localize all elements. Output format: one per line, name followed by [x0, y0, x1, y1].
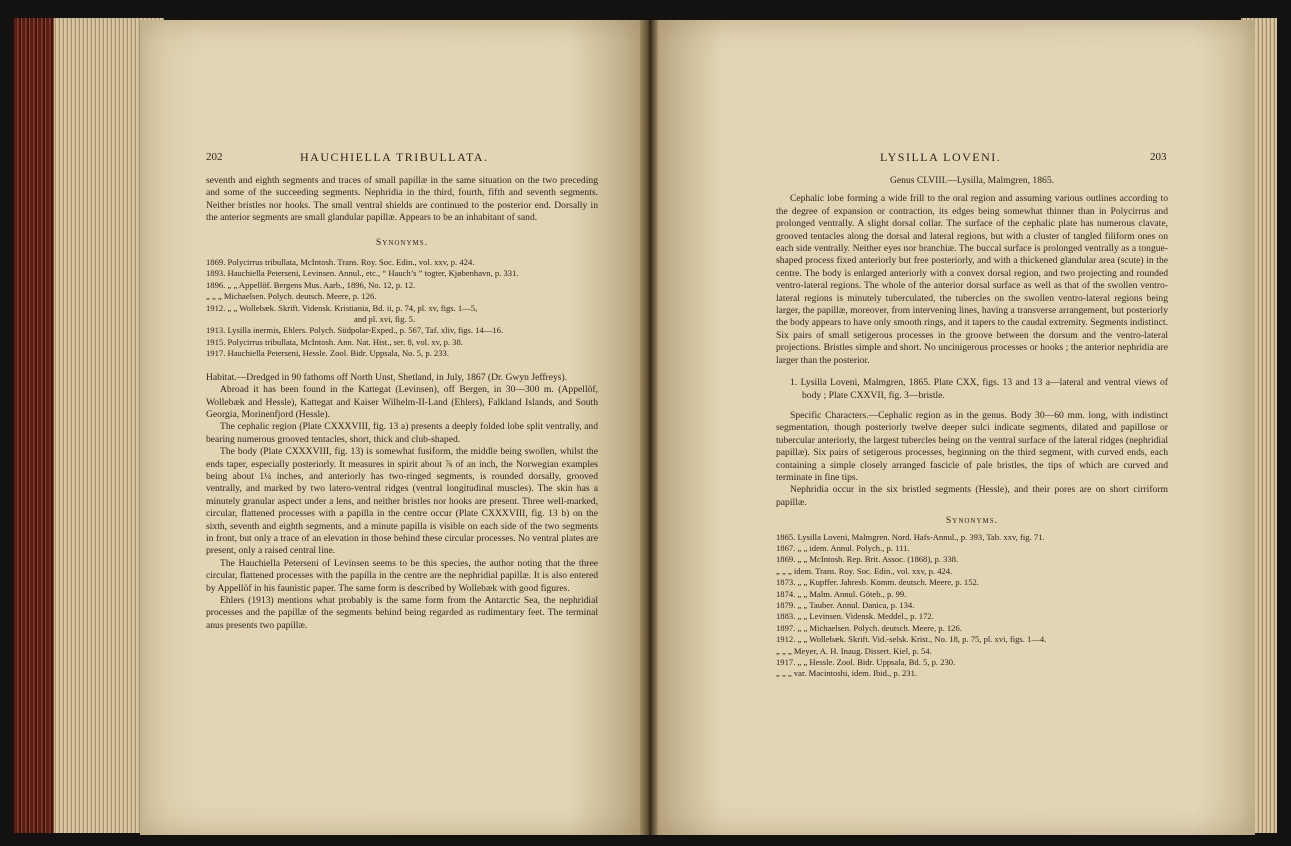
synonym-entry: 1879. „ „ Tauber. Annul. Danica, p. 134.: [776, 600, 915, 610]
body-paragraph: The body (Plate CXXXVIII, fig. 13) is somewhat fusiform, the middle being swollen, whilst the ends taper, especially posteriorly. It measures in spirit about ⅞ of an inch, the Norwegian examples being about 1¼ inches, and anteriorly has two-ringed segments, is rounded dorsally, grooved ventrally, and marked by two latero-ventral ridges (ventral longitudinal muscles). The skin has a minutely granular aspect under a lens, and neither bristles nor hooks are present. Three well-marked, circular, flattened processes with a papilla in the centre occur (Plate CXXXVIII, fig. 13 b) on the sixth, seventh and eighth segments, and a minute papilla is visible on each side of the two segments in front, but only a trace of an elevation in those behind these circular processes. No ventral plates are present, only a raised central line.: [206, 446, 598, 557]
synonym-entry: 1869. Polycirrus tribullata, McIntosh. Trans. Roy. Soc. Edin., vol. xxv, p. 424.: [206, 257, 475, 268]
left-synonyms-heading: Synonyms.: [375, 236, 429, 248]
specific-characters: Specific Characters.—Cephalic region as in the genus. Body 30—60 mm. long, with indistinct segmentation, though posteriorly twelve deeper sulci indicate segments, dilated and papillose or tubercular anteriorly, the largest tubercles being on the ventral surface of the lateral ridges (nephridial papillæ). Six pairs of setigerous processes, beginning on the third segment, with curved ends, each containing a simple closely arranged fascicle of pale bristles, the tips of which are curved and terminate in fine tips.: [776, 409, 1168, 483]
synonym-entry: and pl. xvi, fig. 5.: [354, 314, 416, 325]
synonym-entry: 1867. „ „ idem. Annul. Polych., p. 111.: [776, 542, 910, 553]
species-heading: 1. Lysilla Loveni, Malmgren, 1865. Plate CXX, figs. 13 and 13 a—lateral and ventral views of body ; Plate CXXVII, fig. 3—bristle.: [790, 377, 1168, 401]
synonym-entry: „ „ „ Meyer, A. H. Inaug. Dissert. Kiel, p. 54.: [776, 645, 932, 656]
synonym-entry: „ „ „ var. Macintoshi, idem. Ibid., p. 231.: [776, 668, 918, 679]
right-page-body: [776, 175, 1168, 680]
habitat-paragraph: Habitat.—Dredged in 90 fathoms off North Unst, Shetland, in July, 1867 (Dr. Gwyn Jeffreys).: [206, 371, 568, 383]
synonym-entry: 1917. Hauchiella Peterseni, Hessle. Zool. Bidr. Uppsala, No. 5, p. 233.: [206, 348, 449, 359]
synonym-entry: 1912. „ „ Wollebæk. Skrift. Vidensk. Kristiania, Bd. ii, p. 74, pl. xv, figs. 1—5,: [206, 302, 478, 313]
synonym-entry: 1915. Polycirrus tribullata, McIntosh. Ann. Nat. Hist., ser. 8, vol. xv, p. 38.: [206, 336, 463, 347]
left-page-number: 202: [206, 151, 223, 163]
synonym-entry: 1865. Lysilla Loveni, Malmgren. Nord. Hafs-Annul., p. 393, Tab. xxv, fig. 71.: [776, 531, 1045, 542]
synonym-entry: 1913. Lysilla inermis, Ehlers. Polych. Südpolar-Exped., p. 567, Taf. xliv, figs. 14—16.: [206, 325, 504, 336]
synonym-entry: 1917. „ „ Hessle. Zool. Bidr. Uppsala, Bd. 5, p. 230.: [776, 657, 956, 668]
synonym-entry: „ „ „ Michaelsen. Polych. deutsch. Meere, p. 126.: [206, 291, 377, 302]
right-synonyms-list: [776, 532, 1168, 680]
body-paragraph: Abroad it has been found in the Kattegat (Levinsen), off Bergen, in 30—300 m. (Appellöf, Wollebæk and Hessle), Kattegat and Kaiser Wilhelm-II-Land (Ehlers), Falkland Islands, and South Georgia, Morinenfjord (Hessle).: [206, 384, 598, 420]
synonym-entry: „ „ „ idem. Trans. Roy. Soc. Edin., vol. xxv, p. 424.: [776, 565, 953, 576]
synonym-entry: 1897. „ „ Michaelsen. Polych. deutsch. Meere, p. 126.: [776, 622, 962, 633]
synonym-entry: 1869. „ „ McIntosh. Rep. Brit. Assoc. (1868), p. 338.: [776, 554, 959, 565]
left-intro-paragraph: seventh and eighth segments and traces of small papillæ in the same situation on the two preceding and some of the succeeding segments. Nephridia in the third, fourth, fifth and seventh segments. Neither bristles nor hooks. The small ventral shields are continued to the posterior end. Dorsally in the anterior segments are small glandular papillæ. Appears to be an inhabitant of sand.: [206, 175, 598, 224]
right-running-head: LYSILLA LOVENI.: [880, 150, 1002, 164]
body-paragraph: The cephalic region (Plate CXXXVIII, fig. 13 a) presents a deeply folded lobe split ventrally, and bearing numerous grooved tentacles, short, thick and club-shaped.: [206, 421, 598, 445]
synonym-entry: 1896. „ „ Appellöf. Bergens Mus. Aarb., 1896, No. 12, p. 12.: [206, 279, 416, 290]
genus-heading: Genus CLVIII.—Lysilla, Malmgren, 1865.: [889, 175, 1055, 186]
book-gutter: [640, 20, 658, 835]
genus-description: Cephalic lobe forming a wide frill to the oral region and assuming various outlines according to the degree of expansion or contraction, its edges being somewhat thinner than in Polycirrus and prolonged ventrally. A slight dorsal collar. The surface of the cephalic plate has numerous clavate, grooved tentacles along the dorsal and lateral regions, but with a cluster of tangled filiform ones on each side ventrally. Neither eyes nor branchiæ. The buccal surface is prolonged ventrally as a tongue-shaped process fixed anteriorly but free posteriorly, and with a thickened glandular area (scute) in the centre. The body is enlarged anteriorly with a convex dorsal region, and two projecting and rounded ventro-lateral regions. The whole of the anterior dorsal surface as well as that of the swollen ventro-lateral regions is minutely tuberculated, the tubercles on the swollen ventro-lateral regions being larger, the papillæ, moreover, from intervening lines, having a transverse arrangement, but posteriorly the body appears to have only smooth rings, and it tapers to the caudal extremity. Segments indistinct. Six pairs of small setigerous processes in the groove between the dorsum and the ventro-lateral projections. Bristles simple and short. No uncinigerous processes or hooks ; the anterior nephridia are larger than the posterior.: [776, 193, 1168, 366]
synonym-entry: 1874. „ „ Malm. Annul. Götеb., p. 99.: [776, 588, 907, 599]
right-page-number: 203: [1150, 151, 1167, 163]
body-paragraph: Ehlers (1913) mentions what probably is the same form from the Antarctic Sea, the nephridial processes and the papillæ of the segments behind being regarded as rudimentary feet. The terminal anus presents two papillæ.: [206, 595, 598, 631]
synonym-entry: 1912. „ „ Wollebæk. Skrift. Vid.-selsk. Krist., No. 18, p. 75, pl. xvi, figs. 1—4.: [776, 634, 1047, 645]
synonym-entry: 1893. Hauchiella Peterseni, Levinsen. Annul., etc., “ Hauch’s ” togter, Kjøbenhavn, p. 331.: [206, 268, 519, 279]
left-page-body: [206, 175, 598, 632]
synonym-entry: 1873. „ „ Kupffer. Jahresb. Komm. deutsch. Meere, p. 152.: [776, 577, 979, 588]
nephridia-paragraph: Nephridia occur in the six bristled segments (Hessle), and their pores are on short cirriform papillæ.: [776, 484, 1168, 508]
synonym-entry: 1883. „ „ Levinsen. Vidensk. Meddel., p. 172.: [776, 611, 934, 622]
right-synonyms-heading: Synonyms.: [945, 515, 999, 527]
left-running-head: HAUCHIELLA TRIBULLATA.: [300, 150, 489, 164]
body-paragraph: The Hauchiella Peterseni of Levinsen seems to be this species, the author noting that the three circular, flattened processes with the papilla in the centre are the nephridial papillæ. It is also entered by Appellöf in his faunistic paper. The same form is described by Wollebæk with good figures.: [206, 557, 598, 594]
left-synonyms-list: [206, 257, 598, 360]
